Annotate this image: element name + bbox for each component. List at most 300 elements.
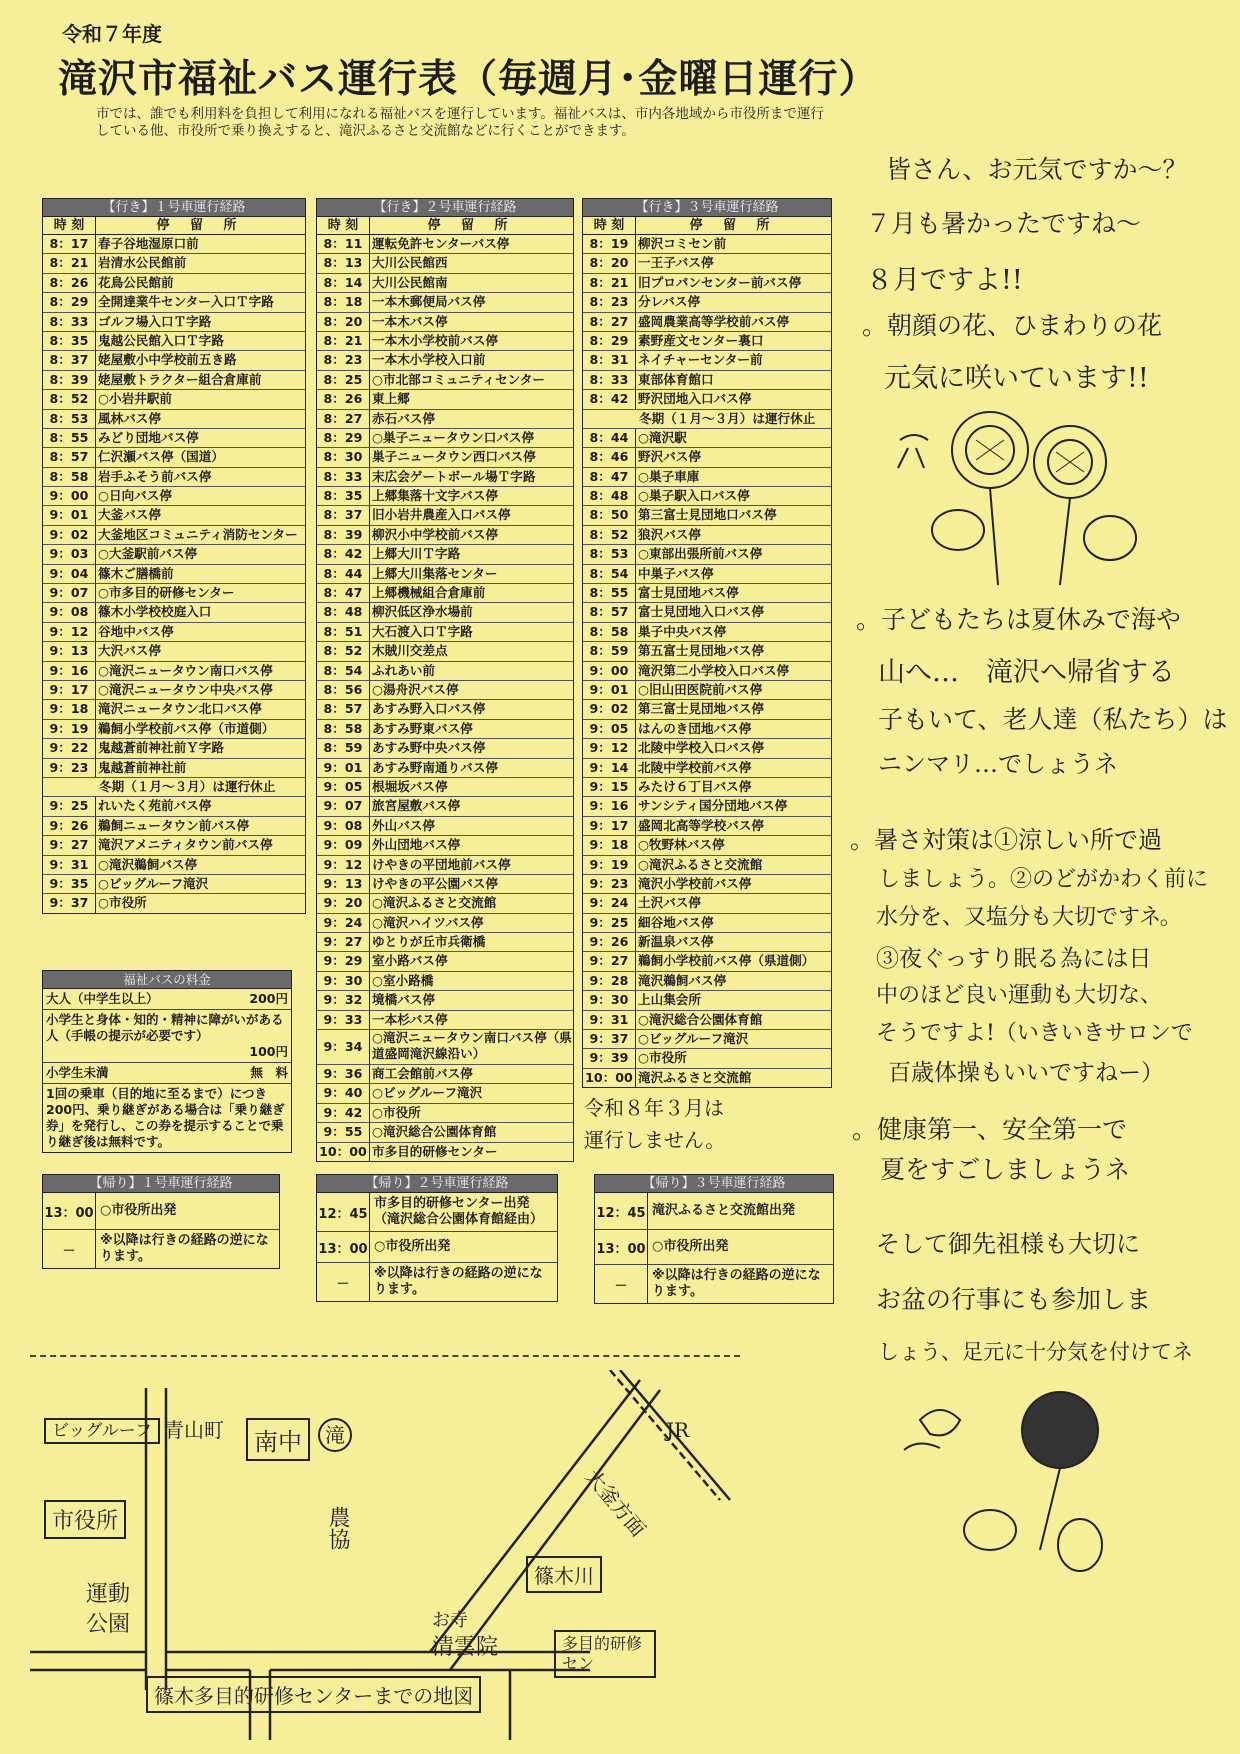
stop-name: ○市役所 [98,895,147,911]
stop-time: 9：02 [583,700,636,718]
table-row [43,235,305,254]
stop-time: 9：03 [43,545,96,563]
stop-time: 10：00 [317,1143,370,1161]
stop-name: ○滝沢ニュータウン南口バス停（県道盛岡滝沢線沿い） [372,1030,572,1062]
stop-name: ○滝沢ハイツバス停 [372,914,484,930]
stop-time: 10：00 [583,1069,636,1087]
col-time-header: 時 刻 [317,217,370,234]
return3-row [595,1193,833,1230]
table-row [583,642,831,661]
stop-name: 外山団地バス停 [372,837,461,853]
stop-name: 鵜飼小学校前バス停（県道側） [638,953,815,969]
stop-name: 上郷機械組合倉庫前 [372,585,486,601]
stop-time: 8：58 [583,623,636,641]
table-row [583,1030,831,1049]
return2-time: 13：00 [317,1232,370,1262]
stop-time: 9：23 [583,875,636,893]
table-row [317,1030,573,1065]
return3-stop: ○市役所出発 [652,1239,729,1254]
stop-name: 第五富士見団地バス停 [638,643,764,659]
map-taki: 滝 [318,1418,352,1452]
stop-time: 8：54 [583,565,636,583]
stop-time: 8：53 [583,545,636,563]
stop-name: 末広会ゲートボール場Ｔ字路 [372,468,536,484]
stop-name: あすみ野入口バス停 [372,701,486,717]
stop-time: 8：46 [583,448,636,466]
stop-name: ○巣子駅入口バス停 [638,488,750,504]
stop-name: 境橋バス停 [372,992,435,1008]
table-row [583,468,831,487]
note-line: 。朝顔の花、ひまわりの花 [862,311,1163,340]
stop-time: 8：39 [43,371,96,389]
return1-note: ※以降は行きの経路の逆になります。 [100,1233,269,1264]
table-row [317,448,573,467]
stop-name: あすみ野中央バス停 [372,740,486,756]
map-aoyama: 青山町 [164,1418,224,1442]
route2-header [317,217,573,235]
note-line: 皆さん、お元気ですか～？ [886,155,1188,184]
stop-name: 仁沢瀬バス停（国道） [98,449,224,465]
table-row [43,487,305,506]
table-row [317,468,573,487]
return1-time: 13：00 [43,1193,96,1229]
table-row [583,933,831,952]
stop-name: ○室小路橋 [372,972,434,988]
table-row [583,759,831,778]
table-row [583,817,831,836]
stop-time: 8：52 [317,642,370,660]
stop-name: 新温泉バス停 [638,934,714,950]
stop-time: 8：58 [43,468,96,486]
stop-name: 一本木バス停 [372,313,448,329]
stop-time: 8：42 [583,390,636,408]
table-row [317,972,573,991]
stop-time: 8：55 [43,429,96,447]
table-row [583,700,831,719]
stop-time: 8：42 [317,545,370,563]
stop-name: 篠木ご膳橋前 [98,565,174,581]
stop-name: 鬼越公民館入口Ｔ字路 [98,332,224,348]
stop-name: ○小岩井駅前 [98,391,172,407]
table-row [317,739,573,758]
stop-name: ○市北部コミュニティセンター [372,371,545,387]
route3-title: 【行き】３号車運行経路 [583,199,831,217]
stop-name: 北陵中学校入口バス停 [638,740,764,756]
table-row [583,1069,831,1087]
stop-name: サンシティ国分団地バス停 [638,798,788,814]
table-row [583,720,831,739]
table-row [583,603,831,622]
stop-time: 9：16 [583,797,636,815]
stop-time: 8：58 [317,720,370,738]
table-row [317,836,573,855]
stop-time: 9：18 [43,700,96,718]
table-row [317,390,573,409]
stop-time: 9：01 [43,506,96,524]
stop-time: 9：07 [317,797,370,815]
table-row [317,797,573,816]
table-row [43,662,305,681]
table-row [317,720,573,739]
table-row [583,506,831,525]
table-row [317,759,573,778]
stop-time: 8：47 [583,468,636,486]
stop-time: 9：13 [43,642,96,660]
table-row [43,875,305,894]
stop-time: 9：08 [43,603,96,621]
stop-time: 9：42 [317,1104,370,1122]
stop-name: ○ビッグルーフ滝沢 [98,875,209,891]
stop-name: ゆとりが丘市兵衛橋 [372,934,486,950]
table-row [43,836,305,855]
stop-name: 篠木小学校校庭入口 [98,604,212,620]
stop-time: 9：40 [317,1084,370,1102]
stop-time: 9：55 [317,1123,370,1141]
stop-time: 9：34 [317,1030,370,1064]
table-row [583,371,831,390]
stop-name: あすみ野南通りバス停 [372,759,498,775]
table-row [317,662,573,681]
stop-time: 9：00 [583,662,636,680]
winter-suspension-note: 冬期（１月～３月）は運行休止 [583,410,831,429]
table-row [583,274,831,293]
note-line: 。健康第一、安全第一で [852,1115,1128,1144]
table-row [43,797,305,816]
fare-child-price: 100円 [249,1044,288,1059]
route3-table [582,198,832,1088]
table-row [43,254,305,273]
stop-time: 8：33 [43,313,96,331]
stop-name: 岩手ふそう前バス停 [98,468,212,484]
return3-time: 13：00 [595,1230,648,1264]
stop-time: 8：37 [317,506,370,524]
table-row [583,914,831,933]
fare-adult-row [43,989,291,1010]
stop-name: ○ビッグルーフ滝沢 [372,1085,483,1101]
stop-time: 8：37 [43,351,96,369]
table-row [43,371,305,390]
stop-time: 8：27 [583,313,636,331]
return3-time: 12：45 [595,1193,648,1229]
return2-time: － [317,1263,370,1301]
stop-time: 8：23 [583,293,636,311]
stop-time: 8：35 [317,487,370,505]
map-jr: JR [666,1418,690,1442]
map-big-roof: ビッグルーフ [44,1418,160,1444]
stop-time: 9：15 [583,778,636,796]
return2-note: ※以降は行きの経路の逆になります。 [374,1266,543,1297]
stop-time: 8：57 [317,700,370,718]
stop-name: 滝沢ニュータウン北口バス停 [98,701,262,717]
stop-time: 9：24 [317,914,370,932]
table-row [317,371,573,390]
note-line: 。子どもたちは夏休みで海や [856,605,1182,634]
fare-infant-row [43,1063,291,1084]
stop-time: 8：19 [583,235,636,253]
table-row [583,429,831,448]
return3-row [595,1230,833,1265]
stop-time: 9：19 [583,856,636,874]
stop-time: 8：13 [317,254,370,272]
stop-time: 8：57 [583,603,636,621]
stop-name: ○滝沢総合公園体育館 [372,1124,497,1140]
stop-time: 8：26 [317,390,370,408]
stop-time: 8：59 [583,642,636,660]
stop-time: 9：39 [583,1049,636,1067]
stop-name: 滝沢第二小学校入口バス停 [638,662,790,678]
map-seikain: 清雲院 [432,1635,499,1660]
table-row [317,545,573,564]
stop-time: 9：30 [317,972,370,990]
stop-name: 滝沢鵜飼バス停 [638,972,727,988]
note-line: しましょう。②のどがかわく前に [878,867,1209,892]
fare-adult-price: 200円 [249,991,288,1006]
stop-name: 室小路バス停 [372,953,448,969]
stop-time: 9：24 [583,894,636,912]
stop-name: 盛岡農業高等学校前バス停 [638,313,790,329]
table-row [583,1049,831,1068]
stop-time: 8：20 [583,254,636,272]
table-row [43,700,305,719]
morning-glory-drawing [880,1380,1120,1580]
stop-name: 市多目的研修センター [372,1143,498,1159]
note-line: 夏をすごしましょうネ [880,1155,1131,1184]
table-row [43,313,305,332]
no-service-note: 令和８年３月は運行しません。 [584,1096,726,1152]
table-row [317,817,573,836]
stop-name: 第三富士見団地口バス停 [638,507,777,523]
stop-name: ○市役所 [638,1050,687,1066]
stop-time: 9：37 [43,894,96,912]
table-row [43,856,305,875]
stop-time: 9：01 [317,759,370,777]
table-row [317,894,573,913]
table-row [583,681,831,700]
table-row [583,565,831,584]
stop-name: 滝沢アメニティタウン前バス停 [98,837,273,853]
note-line: 元気に咲いています!! [884,363,1149,394]
stop-name: 富士見団地バス停 [638,585,739,601]
stop-time: 9：12 [317,856,370,874]
table-row [317,914,573,933]
map-tamokuteki: 多目的研修セン [554,1630,656,1678]
stop-name: ○牧野林バス停 [638,837,725,853]
table-row [43,565,305,584]
stop-time: 8：47 [317,584,370,602]
stop-time: 9：25 [43,797,96,815]
note-line: そして御先祖様も大切に [876,1230,1140,1258]
map-separator [30,1355,740,1357]
stop-time: 8：30 [317,448,370,466]
stop-time: 8：55 [583,584,636,602]
return3-row [595,1265,833,1303]
stop-name: 第三富士見団地バス停 [638,701,764,717]
table-row [317,1123,573,1142]
stop-name: 運転免許センターバス停 [372,236,510,251]
stop-time: 9：31 [583,1011,636,1029]
col-stop-header: 停 留 所 [427,218,516,233]
note-line: しょう、足元に十分気を付けてネ [878,1340,1193,1364]
stop-time: 8：29 [583,332,636,350]
stop-time: 8：26 [43,274,96,292]
stop-name: 大川公民館西 [372,255,448,271]
table-row [43,681,305,700]
table-row [43,429,305,448]
stop-time: 8：29 [317,429,370,447]
stop-name: 富士見団地入口バス停 [638,604,764,620]
stop-time: 9：12 [583,739,636,757]
table-row [583,545,831,564]
stop-name: 谷地中バス停 [98,623,174,639]
table-row [317,875,573,894]
table-row [583,1011,831,1030]
stop-time: 9：22 [43,739,96,757]
table-row [583,778,831,797]
stop-time: 8：50 [583,506,636,524]
stop-name: 鵜飼小学校前バス停（市道側） [98,720,275,736]
map-nanchu: 南中 [246,1418,310,1461]
stop-name: 東上郷 [372,391,410,407]
route2-title: 【行き】２号車運行経路 [317,199,573,217]
stop-name: 鬼越蒼前神社前 [98,759,187,775]
table-row [317,235,573,254]
stop-name: ○巣子車庫 [638,468,700,484]
map-noukyo: 農協 [325,1506,350,1550]
fare-infant-label: 小学生未満 [46,1065,109,1080]
table-row [583,390,831,409]
table-row [43,623,305,642]
stop-name: ○滝沢ニュータウン南口バス停 [98,662,273,678]
stop-name: 商工会館前バス停 [372,1066,473,1082]
return1-row [43,1230,279,1268]
table-row [317,293,573,312]
table-row [43,894,305,912]
table-row [317,332,573,351]
stop-time: 9：33 [317,1011,370,1029]
stop-name: 全開達業牛センター入口Ｔ字路 [98,294,274,310]
table-row [583,293,831,312]
table-row [317,487,573,506]
table-row [583,894,831,913]
stop-name: 柳沢コミセン前 [638,236,727,251]
table-row [583,875,831,894]
stop-time: 9：05 [583,720,636,738]
table-row [583,739,831,758]
stop-time: 9：04 [43,565,96,583]
stop-time: 9：13 [317,875,370,893]
stop-time: 8：29 [43,293,96,311]
stop-time: 9：16 [43,662,96,680]
table-row [43,584,305,603]
stop-name: 風林バス停 [98,410,161,426]
stop-name: 盛岡北高等学校バス停 [638,817,764,833]
stop-time: 8：48 [317,603,370,621]
table-row [317,603,573,622]
table-row [583,235,831,254]
stop-name: 野沢団地入口バス停 [638,391,752,407]
stop-time: 8：52 [43,390,96,408]
stop-time: 8：39 [317,526,370,544]
table-row [317,778,573,797]
stop-name: ゴルフ場入口Ｔ字路 [98,313,212,329]
stop-name: 北陵中学校前バス停 [638,759,752,775]
stop-time: 8：51 [317,623,370,641]
fare-table [42,970,292,1153]
stop-name: 根堀坂バス停 [372,778,448,794]
note-line: ③夜ぐっすり眠る為には日 [876,946,1152,972]
sunflower-drawing [880,400,1150,590]
return3-table [594,1174,834,1304]
note-line: お盆の行事にも参加しま [876,1285,1152,1314]
stop-name: ○滝沢ふるさと交流館 [372,895,497,911]
fare-adult-label: 大人（中学生以上） [46,991,159,1006]
return2-stop: ○市役所出発 [374,1239,451,1254]
table-row [43,526,305,545]
stop-name: 狼沢バス停 [638,526,701,542]
stop-time: 9：17 [583,817,636,835]
stop-name: ○市役所 [372,1104,421,1120]
table-row [317,1143,573,1161]
stop-name: ○大釜駅前バス停 [98,546,198,562]
table-row [43,410,305,429]
stop-name: ○日向バス停 [98,488,172,504]
note-line: 中のほど良い運動も大切な、 [876,983,1163,1008]
table-row [583,313,831,332]
stop-time: 8：17 [43,235,96,253]
stop-time: 8：21 [43,254,96,272]
return2-stop: 市多目的研修センター出発（滝沢総合公園体育館経由） [374,1196,544,1227]
stop-name: 鬼越蒼前神社前Ｙ字路 [98,740,224,756]
stop-name: ○滝沢ニュータウン中央バス停 [98,681,273,697]
stop-name: 上郷大川集落センター [372,565,498,581]
fare-infant-price: 無 料 [250,1065,288,1080]
stop-name: 上郷大川Ｔ字路 [372,546,461,562]
stop-name: みどり団地バス停 [98,429,199,445]
stop-name: 巣子ニュータウン西口バス停 [372,449,536,465]
stop-time: 9：02 [43,526,96,544]
stop-time: 9：07 [43,584,96,602]
table-row [583,254,831,273]
stop-name: 姥屋敷小中学校前五き路 [98,352,237,368]
return3-title: 【帰り】３号車運行経路 [595,1175,833,1193]
table-row [583,972,831,991]
table-row [317,681,573,700]
table-row [583,351,831,370]
stop-time: 9：37 [583,1030,636,1048]
return1-table [42,1174,280,1269]
stop-name: 土沢バス停 [638,895,701,911]
table-row [583,448,831,467]
return1-stop: ○市役所出発 [100,1203,177,1218]
table-row [317,952,573,971]
table-row [43,642,305,661]
stop-name: 旧小岩井農産入口バス停 [372,507,511,523]
stop-name: 一王子バス停 [638,255,714,271]
stop-name: 分レバス停 [638,294,701,310]
stop-time: 8：33 [317,468,370,486]
stop-time: 8：23 [317,351,370,369]
stop-time: 8：21 [317,332,370,350]
stop-time: 9：25 [583,914,636,932]
table-row [583,856,831,875]
table-row [43,506,305,525]
winter-suspension-note: 冬期（１月～３月）は運行休止 [43,778,305,797]
map-otera: お寺 [432,1610,468,1631]
stop-name: れいたく苑前バス停 [98,798,212,814]
stop-time: 8：18 [317,293,370,311]
stop-time: 9：27 [43,836,96,854]
stop-time: 9：35 [43,875,96,893]
